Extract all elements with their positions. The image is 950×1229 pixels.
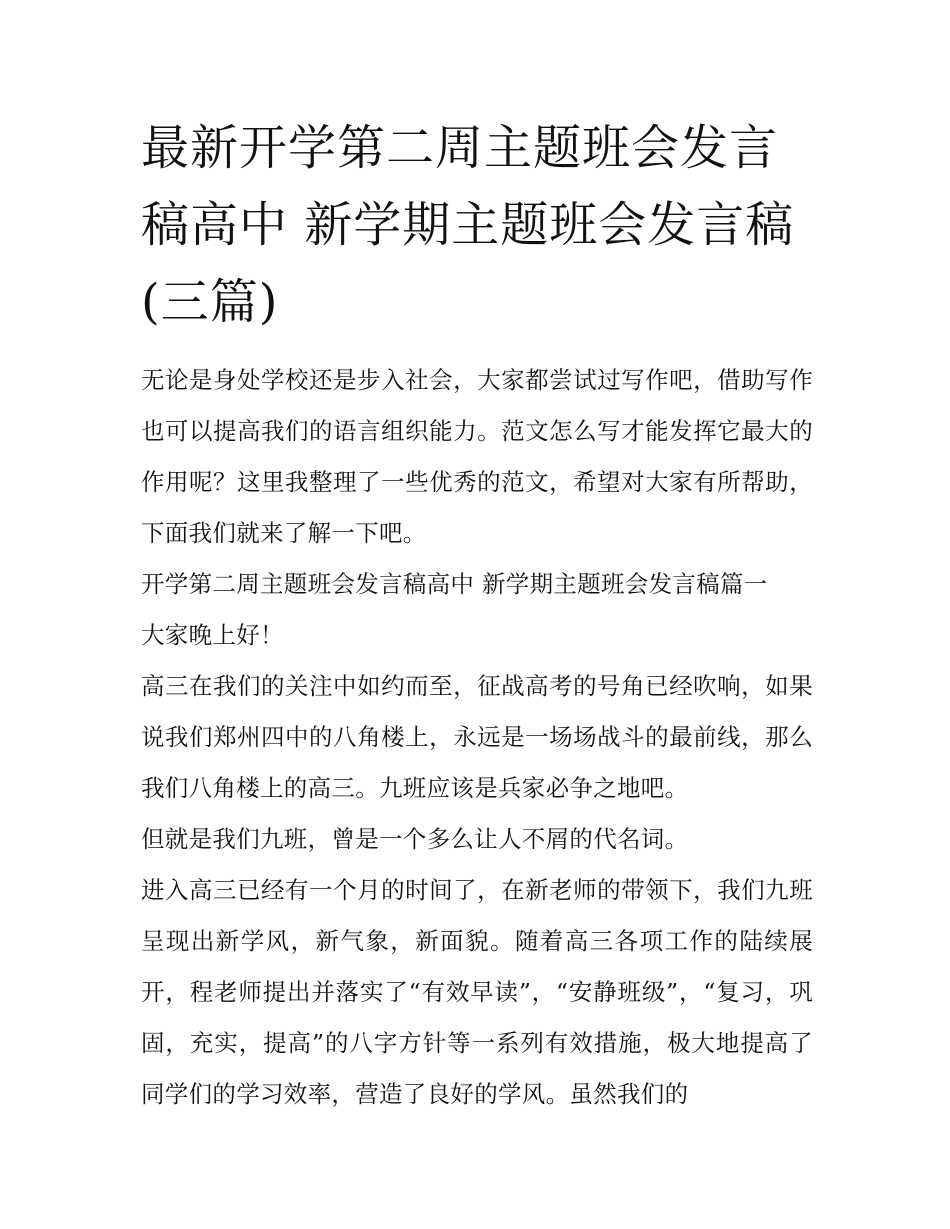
- document-title: 最新开学第二周主题班会发言稿高中 新学期主题班会发言稿(三篇): [141, 120, 795, 330]
- section-heading: 开学第二周主题班会发言稿高中 新学期主题班会发言稿篇一: [141, 570, 768, 598]
- body-paragraph: 进入高三已经有一个月的时间了，在新老师的带领下，我们九班呈现出新学风，新气象，新面貌。随着高三各项工作的陆续展开，程老师提出并落实了“有效早读”，“安静班级”，“复习，巩固，充实，提高”的八字方针等一系列有效措施，极大地提高了同学们的学习效率，营造了良好的学风。虽然我们的: [141, 876, 813, 1108]
- greeting-paragraph: 大家晚上好！: [141, 621, 284, 649]
- document-body: [141, 355, 813, 1120]
- body-paragraph: 但就是我们九班，曾是一个多么让人不屑的代名词。: [141, 825, 689, 853]
- document-page: [141, 110, 813, 1120]
- body-paragraph: 高三在我们的关注中如约而至，征战高考的号角已经吹响，如果说我们郑州四中的八角楼上，永远是一场场战斗的最前线，那么我们八角楼上的高三。九班应该是兵家必争之地吧。: [141, 672, 813, 802]
- intro-paragraph: 无论是身处学校还是步入社会，大家都尝试过写作吧，借助写作也可以提高我们的语言组织能力。范文怎么写才能发挥它最大的作用呢？这里我整理了一些优秀的范文，希望对大家有所帮助，下面我们就来了解一下吧。: [141, 366, 813, 547]
